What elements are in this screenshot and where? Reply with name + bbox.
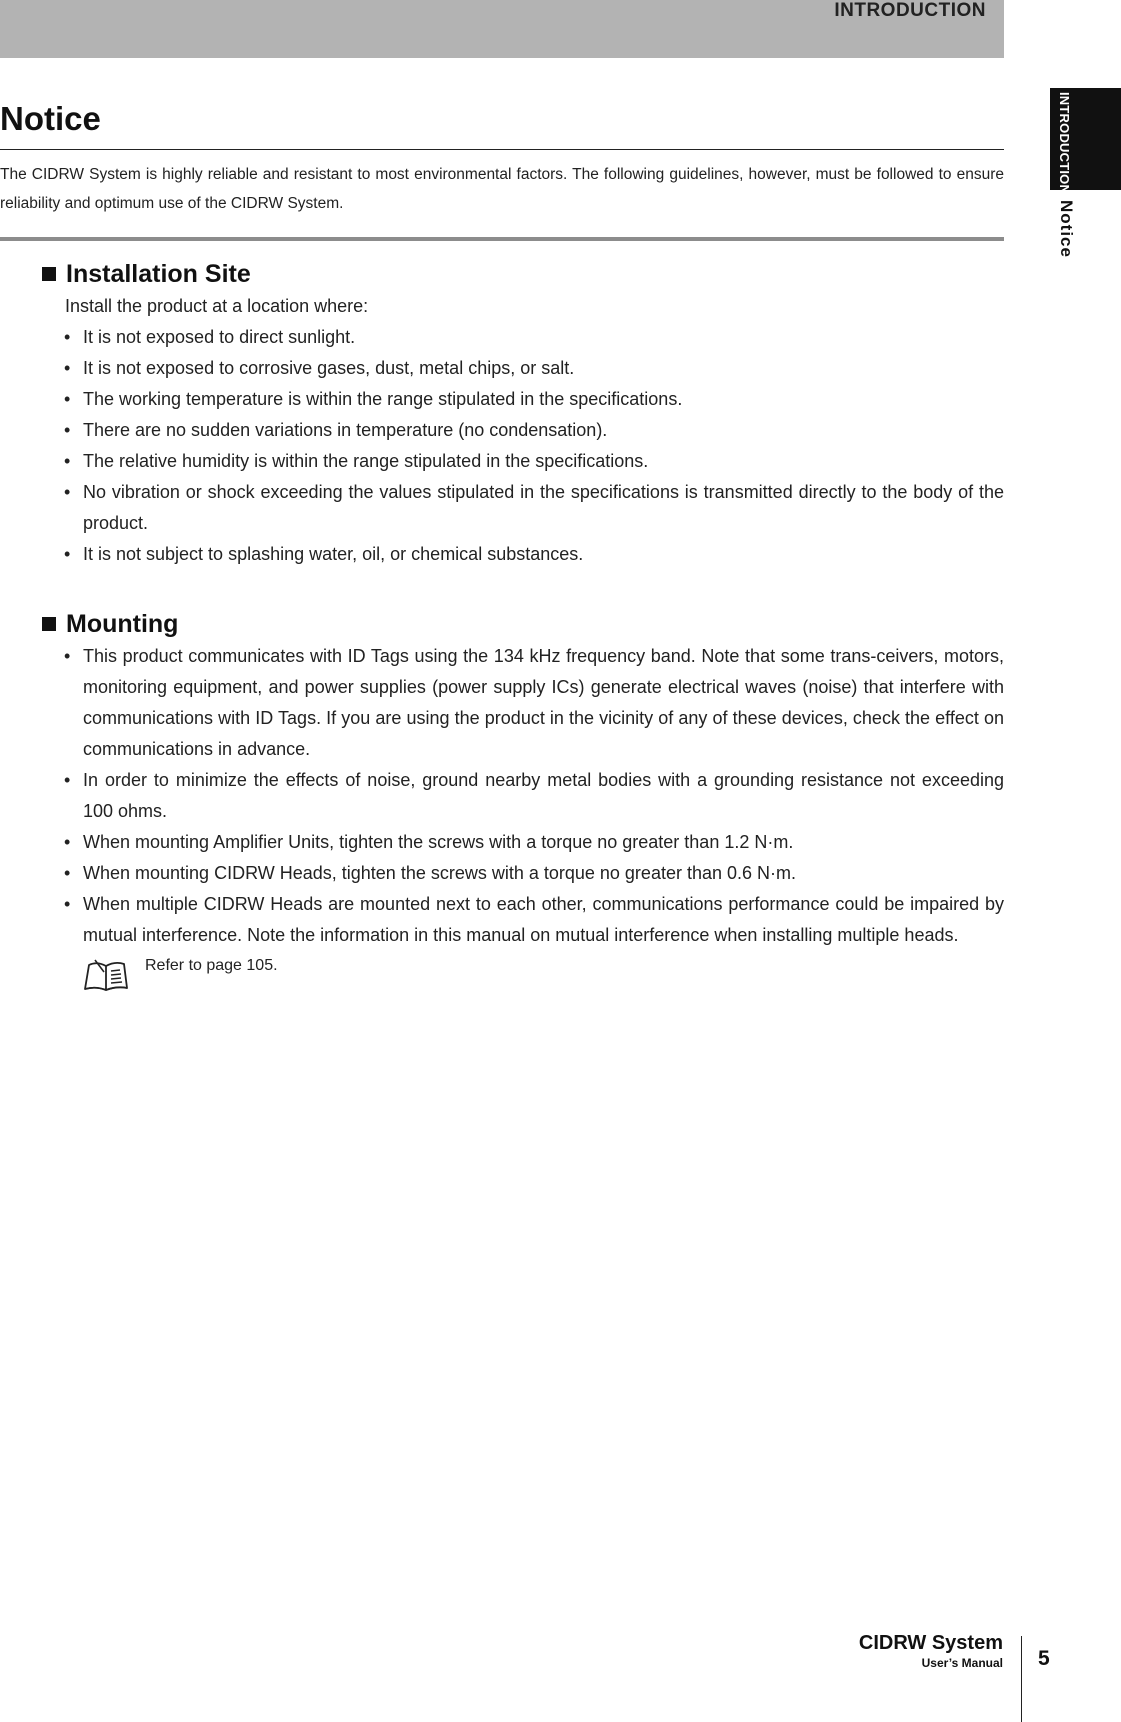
list-item: • The relative humidity is within the range stipulated in the specifications. (40, 446, 1004, 477)
footer-product-name: CIDRW System (858, 1632, 1003, 1654)
installation-title: Installation Site (66, 259, 251, 288)
list-item: • No vibration or shock exceeding the values stipulated in the specifications is transmitted directly to the body of the product. (40, 477, 1004, 539)
book-reference-icon (82, 959, 130, 993)
footer-divider (1021, 1636, 1022, 1722)
page-number: 5 (1038, 1647, 1050, 1670)
footer-manual-label: User’s Manual (921, 1656, 1003, 1670)
installation-heading (40, 257, 1004, 291)
mounting-title: Mounting (66, 609, 179, 638)
bullet-icon: • (64, 420, 71, 440)
list-item: • It is not exposed to direct sunlight. (40, 322, 1004, 353)
installation-list (40, 322, 1004, 570)
bullet-icon: • (64, 863, 71, 883)
mounting-list (40, 641, 1004, 951)
bullet-icon: • (64, 451, 71, 471)
header-section-label: INTRODUCTION (834, 0, 986, 21)
bullet-icon: • (64, 389, 71, 409)
list-item: • In order to minimize the effects of noise, ground nearby metal bodies with a grounding resistance not exceeding 100 ohms. (40, 765, 1004, 827)
mounting-section (40, 607, 1004, 993)
intro-paragraph: The CIDRW System is highly reliable and resistant to most environmental factors. The following guidelines, however, must be followed to ensure reliability and optimum use of the CIDRW System. (0, 166, 1004, 212)
black-square-icon (42, 267, 56, 281)
intro-divider (0, 237, 1004, 241)
bullet-icon: • (64, 544, 71, 564)
list-item: • This product communicates with ID Tags using the 134 kHz frequency band. Note that some trans-ceivers, motors, monitoring equipment, and power supplies (power supply ICs) generate electrical waves (noise) that interfere with communications with ID Tags. If you are using the product in the vicinity of any of these devices, check the effect on communications in advance. (40, 641, 1004, 765)
bullet-icon: • (64, 770, 71, 790)
bullet-icon: • (64, 358, 71, 378)
installation-section (40, 257, 1004, 570)
list-item: • The working temperature is within the range stipulated in the specifications. (40, 384, 1004, 415)
bullet-icon: • (64, 482, 71, 502)
black-square-icon (42, 617, 56, 631)
list-item: • When mounting Amplifier Units, tighten the screws with a torque no greater than 1.2 N·m. (40, 827, 1004, 858)
side-tab-page-label: Notice (1057, 200, 1076, 258)
bullet-icon: • (64, 646, 71, 666)
bullet-icon: • (64, 327, 71, 347)
page-title: Notice (0, 100, 101, 137)
title-divider (0, 149, 1004, 150)
header-bar (0, 0, 1004, 58)
list-item: • When mounting CIDRW Heads, tighten the screws with a torque no greater than 0.6 N·m. (40, 858, 1004, 889)
reference-text: Refer to page 105. (145, 957, 278, 974)
list-item: • There are no sudden variations in temperature (no condensation). (40, 415, 1004, 446)
list-item: • It is not subject to splashing water, oil, or chemical substances. (40, 539, 1004, 570)
list-item: • It is not exposed to corrosive gases, dust, metal chips, or salt. (40, 353, 1004, 384)
page-reference (82, 953, 1004, 993)
installation-lead: Install the product at a location where: (65, 296, 369, 316)
mounting-heading (40, 607, 1004, 641)
bullet-icon: • (64, 894, 71, 914)
list-item: • When multiple CIDRW Heads are mounted next to each other, communications performance could be impaired by mutual interference. Note the information in this manual on mutual interference when installing multiple heads. (40, 889, 1004, 951)
side-tab-section-label: INTRODUCTION (1057, 92, 1072, 195)
bullet-icon: • (64, 832, 71, 852)
